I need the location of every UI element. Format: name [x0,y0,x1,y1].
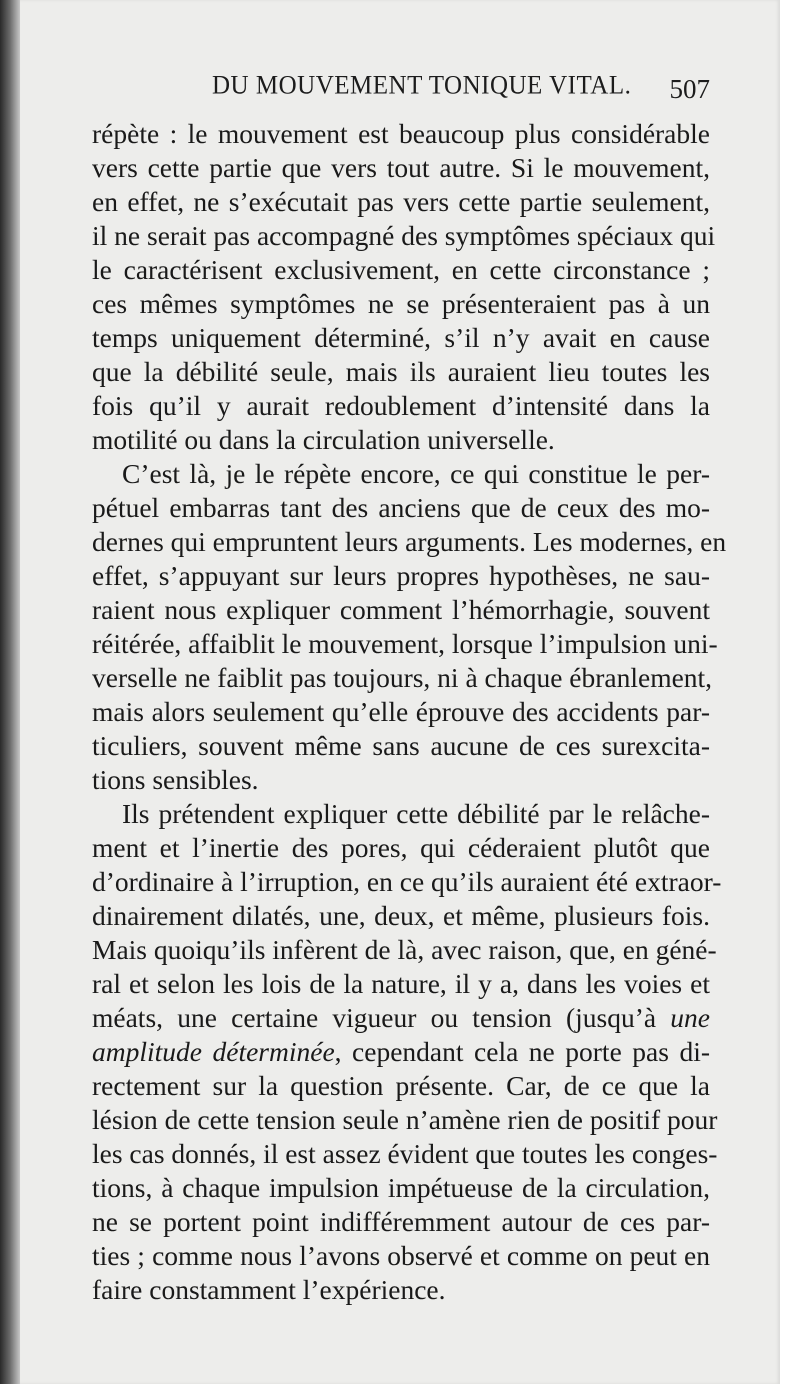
text-line: faire constamment l’expérience. [92,1274,446,1305]
text-line: temps uniquement déterminé, s’il n’y avait en cause [92,322,710,353]
text-line [92,1035,710,1069]
text-line: Ils prétendent expliquer cette débilité par le relâche- [122,798,710,829]
text-line: Mais quoiqu’ils infèrent de là, avec raison, que, en géné- [92,934,717,965]
page-number: 507 [669,74,710,104]
text-line: les cas donnés, il est assez évident que toutes les conges- [92,1138,718,1169]
text-line: d’ordinaire à l’irruption, en ce qu’ils auraient été extraor- [92,866,722,897]
text-line: dinairement dilatés, une, deux, et même, plusieurs fois. [92,900,710,931]
line-text: méats, une certaine vigueur ou tension (jusqu’à [92,1002,657,1033]
text-line: le caractérisent exclusivement, en cette circonstance ; [92,254,710,285]
text-line: ticuliers, souvent même sans aucune de ces surexcita- [92,730,710,761]
text-line: ces mêmes symptômes ne se présenteraient pas à un [92,288,710,319]
text-line: effet, s’appuyant sur leurs propres hypothèses, ne sau- [92,560,710,591]
text-line [92,1001,710,1035]
running-title: DU MOUVEMENT TONIQUE VITAL. [212,71,632,100]
text-line: ment et l’inertie des pores, qui céderaient plutôt que [92,832,710,863]
text-line: tions, à chaque impulsion impétueuse de la circulation, [92,1172,710,1203]
text-line: dernes qui empruntent leurs arguments. Les modernes, en [92,526,727,557]
text-line: en effet, ne s’exécutait pas vers cette partie seulement, [92,186,710,217]
text-line: mais alors seulement qu’elle éprouve des accidents par- [92,696,710,727]
line-text: , cependant cela ne porte pas di- [334,1036,711,1067]
text-line: fois qu’il y aurait redoublement d’intensité dans la [92,390,710,421]
text-line: rectement sur la question présente. Car, de ce que la [92,1070,710,1101]
text-line: C’est là, je le répète encore, ce qui constitue le per- [122,458,710,489]
italic-text: amplitude déterminée [92,1036,335,1067]
text-line: réitérée, affaiblit le mouvement, lorsque l’impulsion uni- [92,628,718,659]
running-head [92,72,710,110]
text-line: ne se portent point indifféremment autour de ces par- [92,1206,710,1237]
text-line: ral et selon les lois de la nature, il y a, dans les voies et [92,968,710,999]
text-line: il ne serait pas accompagné des symptômes spéciaux qui [92,220,716,251]
italic-text: une [670,1002,711,1033]
body-text [92,117,727,1307]
text-line: que la débilité seule, mais ils auraient lieu toutes les [92,356,710,387]
text-line: ties ; comme nous l’avons observé et comme on peut en [92,1240,710,1271]
page-gutter-shadow [0,0,22,1384]
text-line: verselle ne faiblit pas toujours, ni à chaque ébranlement, [92,662,713,693]
text-line: motilité ou dans la circulation universelle. [92,424,555,455]
text-line: tions sensibles. [92,764,259,795]
text-line: pétuel embarras tant des anciens que de ceux des mo- [92,492,710,523]
text-line: lésion de cette tension seule n’amène rien de positif pour [92,1104,718,1135]
text-line: raient nous expliquer comment l’hémorrhagie, souvent [92,594,710,625]
text-line: vers cette partie que vers tout autre. Si le mouvement, [92,152,710,183]
page-margin-right [780,0,800,1384]
text-line: répète : le mouvement est beaucoup plus considérable [92,118,710,149]
